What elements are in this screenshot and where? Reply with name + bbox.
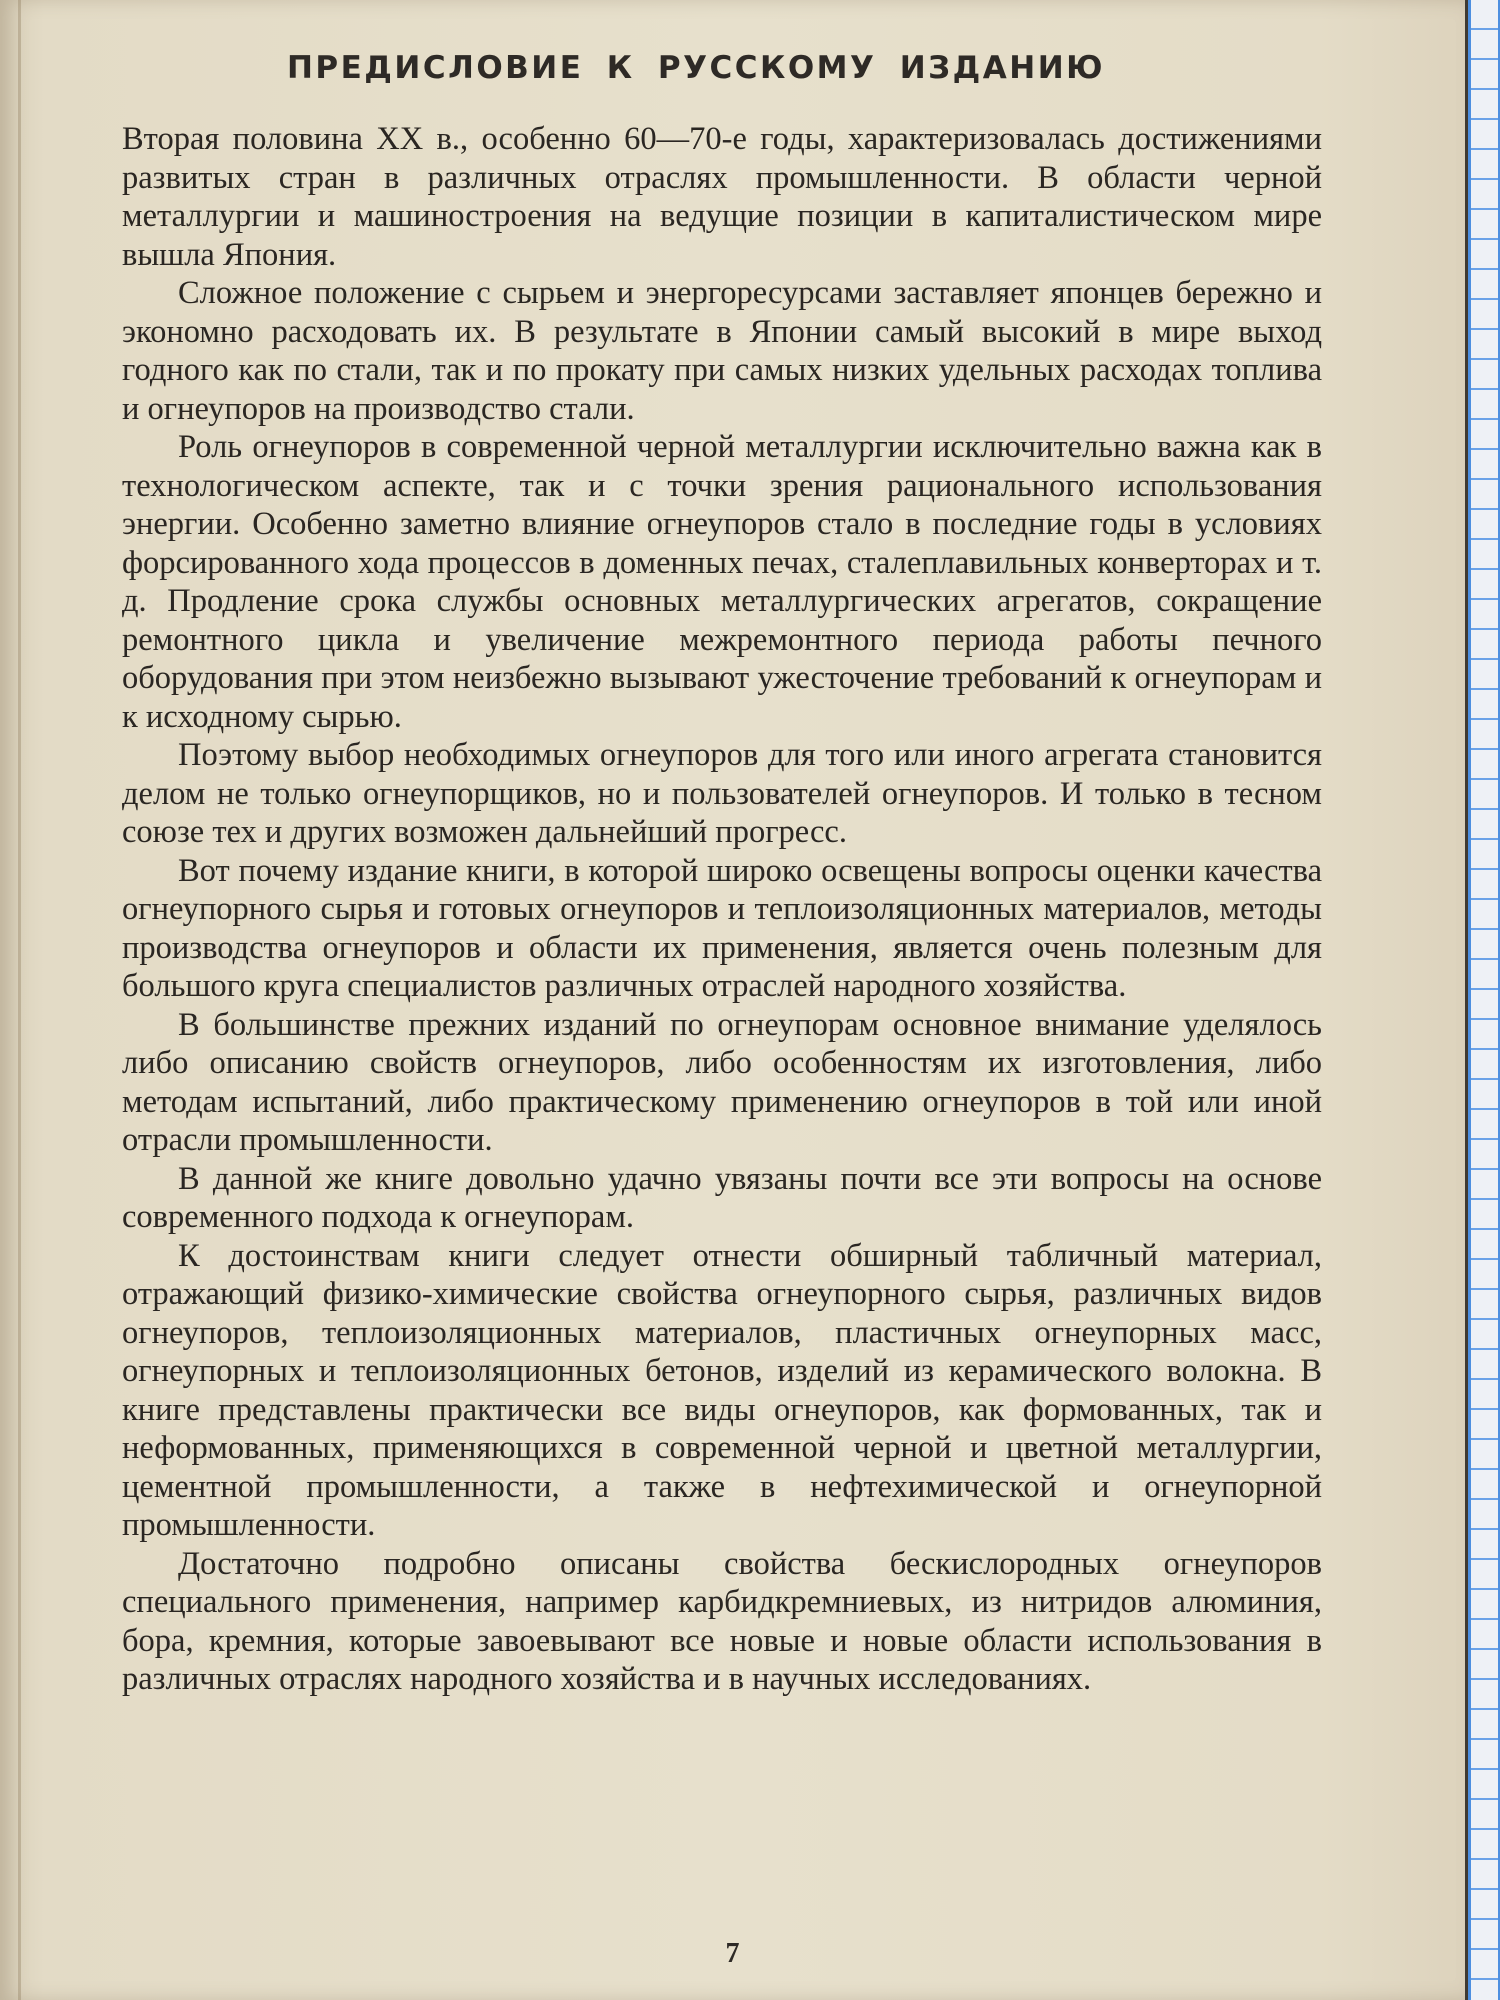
paragraph-6: В большинстве прежних изданий по огнеупорам основное внимание уделялось либо описанию свойств огнеупоров, либо особенностям их изготовления, либо методам испытаний, либо практическому применению огнеупоров в той или иной отрасли промышленности. [122, 1006, 1322, 1158]
paragraph-3: Роль огнеупоров в современной черной металлургии исключительно важна как в технологическом аспекте, так и с точки зрения рационального использования энергии. Особенно заметно влияние огнеупоров стало в последние годы в условиях форсированного хода процессов в доменных печах, сталеплавильных конверторах и т. д. Продление срока службы основных металлургических агрегатов, сокращение ремонтного цикла и увеличение межремонтного периода работы печного оборудования при этом неизбежно вызывают ужесточение требований к огнеупорам и к исходному сырью. [122, 429, 1322, 735]
paragraph-8: К достоинствам книги следует отнести обширный табличный материал, отражающий физико-химические свойства огнеупорного сырья, различных видов огнеупоров, теплоизоляционных материалов, пластичных огнеупорных масс, огнеупорных и теплоизоляционных бетонов, изделий из керамического волокна. В книге представлены практически все виды огнеупоров, как формованных, так и неформованных, применяющихся в современной черной и цветной металлургии, цементной промышленности, а также в нефтехимической и огнеупорной промышленности. [122, 1237, 1322, 1543]
page-content [122, 50, 1322, 1699]
paragraph-1: Вторая половина XX в., особенно 60—70-е годы, характеризовалась достижениями развитых стран в различных отраслях промышленности. В области черной металлургии и машиностроения на ведущие позиции в капиталистическом мире вышла Япония. [122, 121, 1322, 273]
paragraph-5: Вот почему издание книги, в которой широко освещены вопросы оценки качества огнеупорного сырья и готовых огнеупоров и теплоизоляционных материалов, методы производства огнеупоров и области их применения, является очень полезным для большого круга специалистов различных отраслей народного хозяйства. [122, 852, 1322, 1004]
paragraph-4: Поэтому выбор необходимых огнеупоров для того или иного агрегата становится делом не только огнеупорщиков, но и пользователей огнеупоров. И только в тесном союзе тех и других возможен дальнейший прогресс. [122, 737, 1322, 850]
graph-paper-strip [1465, 0, 1500, 2000]
page-title: ПРЕДИСЛОВИЕ К РУССКОМУ ИЗДАНИЮ [286, 50, 1106, 86]
paragraph-2: Сложное положение с сырьем и энергоресурсами заставляет японцев бережно и экономно расходовать их. В результате в Японии самый высокий в мире выход годного как по стали, так и по прокату при самых низких удельных расходах топлива и огнеупоров на производство стали. [122, 275, 1322, 427]
page-binding-edge [18, 0, 21, 2000]
page-number: 7 [725, 1938, 740, 1969]
paragraph-7: В данной же книге довольно удачно увязаны почти все эти вопросы на основе современного подхода к огнеупорам. [122, 1160, 1322, 1235]
paragraph-9: Достаточно подробно описаны свойства бескислородных огнеупоров специального применения, например карбидкремниевых, из нитридов алюминия, бора, кремния, которые завоевывают все новые и новые области использования в различных отраслях народного хозяйства и в научных исследованиях. [122, 1545, 1322, 1697]
